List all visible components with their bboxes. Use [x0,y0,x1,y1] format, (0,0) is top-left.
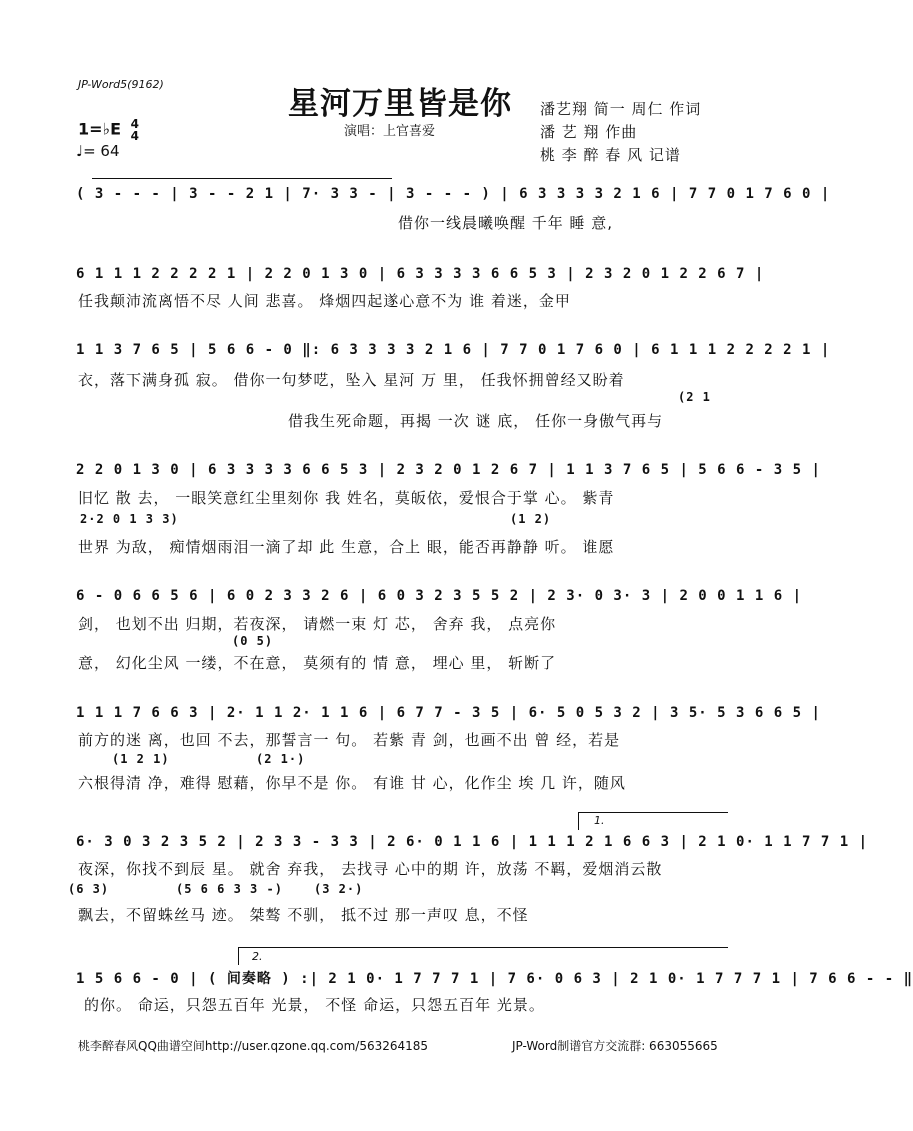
annotation-row-3: (2 1 [678,390,711,404]
annotation-row-4b: (1 2) [510,512,552,526]
footer-group-info: JP-Word制谱官方交流群: 663055665 [512,1039,718,1053]
volta-1-marker: 1. [594,814,605,827]
annotation-row-7: (6 3) [68,882,110,896]
time-signature [131,118,139,142]
notation-row-7: 6· 3 0 3 2 3 5 2 | 2 3 3 - 3 3 | 2 6· 0 1 1 6 | 1 1 1 2 1 6 6 3 | 2 1 0· 1 1 7 7 1 | [76,834,869,850]
lyric-row-3b: 借我生死命题，再揭 一次 谜 底， 任你一身傲气再与 [288,412,664,430]
annotation-row-7b: (5 6 6 3 3 -) [176,882,283,896]
lyric-row-7a: 夜深，你找不到辰 星。 就舍 弃我， 去找寻 心中的期 许，放荡 不羁，爱烟消云散 [78,860,663,878]
notation-row-2: 6 1 1 1 2 2 2 2 1 | 2 2 0 1 3 0 | 6 3 3 3 3 6 6 5 3 | 2 3 2 0 1 2 2 6 7 | [76,266,765,282]
annotation-row-6: (1 2 1) [112,752,170,766]
annotation-row-4: 2·2 0 1 3 3) [80,512,179,526]
lyric-row-6b: 六根得清 净，难得 慰藉，你早不是 你。 有谁 甘 心，化作尘 埃 几 许，随风 [78,774,626,792]
annotation-row-7c: (3 2·) [314,882,364,896]
lyric-row-6a: 前方的迷 离，也回 不去，那誓言一 句。 若紫 青 剑，也画不出 曾 经，若是 [78,731,621,749]
transcriber-credit: 桃 李 醉 春 风 记谱 [540,146,681,164]
software-tag: JP-Word5(9162) [78,78,164,91]
annotation-row-5: (0 5) [232,634,274,648]
lyric-row-5b: 意， 幻化尘风 一缕，不在意， 莫须有的 情 意， 埋心 里， 斩断了 [78,654,557,672]
notation-row-6: 1 1 1 7 6 6 3 | 2· 1 1 2· 1 1 6 | 6 7 7 - 3 5 | 6· 5 0 5 3 2 | 3 5· 5 3 6 6 5 | [76,705,821,721]
time-sig-bottom: 4 [130,129,139,143]
notation-row-3: 1 1 3 7 6 5 | 5 6 6 - 0 ‖: 6 3 3 3 3 2 1 6 | 7 7 0 1 7 6 0 | 6 1 1 1 2 2 2 2 1 | [76,342,831,358]
volta-2-bracket-edge [238,947,239,965]
lyric-row-3a: 衣，落下满身孤 寂。 借你一句梦呓，坠入 星河 万 里， 任我怀拥曾经又盼着 [78,371,625,389]
volta-2-marker: 2. [252,950,263,963]
notation-row-1: ( 3 - - - | 3 - - 2 1 | 7· 3 3 - | 3 - - - ) | 6 3 3 3 3 2 1 6 | 7 7 0 1 7 6 0 | [76,186,831,202]
lyric-row-5a: 剑， 也划不出 归期，若夜深， 请燃一束 灯 芯， 舍弃 我， 点亮你 [78,615,557,633]
singer-credit: 演唱：上官喜爱 [344,124,436,139]
lyric-row-4b: 世界 为敌， 痴情烟雨泪一滴了却 此 生意，合上 眼，能否再静静 听。 谁愿 [78,538,615,556]
song-title: 星河万里皆是你 [288,86,512,122]
lyric-row-8: 的你。 命运，只怨五百年 光景， 不怪 命运，只怨五百年 光景。 [84,996,545,1014]
notation-row-4: 2 2 0 1 3 0 | 6 3 3 3 3 6 6 5 3 | 2 3 2 0 1 2 6 7 | 1 1 3 7 6 5 | 5 6 6 - 3 5 | [76,462,821,478]
lyric-row-4a: 旧忆 散 去， 一眼笑意红尘里刻你 我 姓名，莫皈依，爱恨合于掌 心。 紫青 [78,489,615,507]
lyricist-credit: 潘艺翔 简一 周仁 作词 [540,100,702,118]
footer-qzone-link: 桃李醉春风QQ曲谱空间http://user.qzone.qq.com/563264185 [78,1039,429,1053]
key-signature [78,118,139,142]
tempo-marking: ♩= 64 [76,142,120,160]
lyric-row-7b: 飘去，不留蛛丝马 迹。 桀骜 不驯， 抵不过 那一声叹 息，不怪 [78,906,529,924]
time-sig-top: 4 [130,117,139,131]
annotation-row-6b: (2 1·) [256,752,306,766]
notation-row-8: 1 5 6 6 - 0 | ( 间奏略 ) :| 2 1 0· 1 7 7 7 1 | 7 6· 0 6 3 | 2 1 0· 1 7 7 7 1 | 7 6 6 - - ‖ [76,971,913,987]
volta-1-bracket [578,812,728,813]
lyric-row-2: 任我颠沛流离悟不尽 人间 悲喜。 烽烟四起遂心意不为 谁 着迷，金甲 [78,292,571,310]
composer-credit: 潘 艺 翔 作曲 [540,123,638,141]
key-label: 1=♭E [78,119,122,139]
notation-row-5: 6 - 0 6 6 5 6 | 6 0 2 3 3 2 6 | 6 0 3 2 3 5 5 2 | 2 3· 0 3· 3 | 2 0 0 1 1 6 | [76,588,803,604]
volta-2-bracket [238,947,728,948]
tie-arc [92,178,392,179]
volta-1-bracket-edge [578,812,579,830]
lyric-row-1: 借你一线晨曦唤醒 千年 睡 意, [398,214,614,232]
